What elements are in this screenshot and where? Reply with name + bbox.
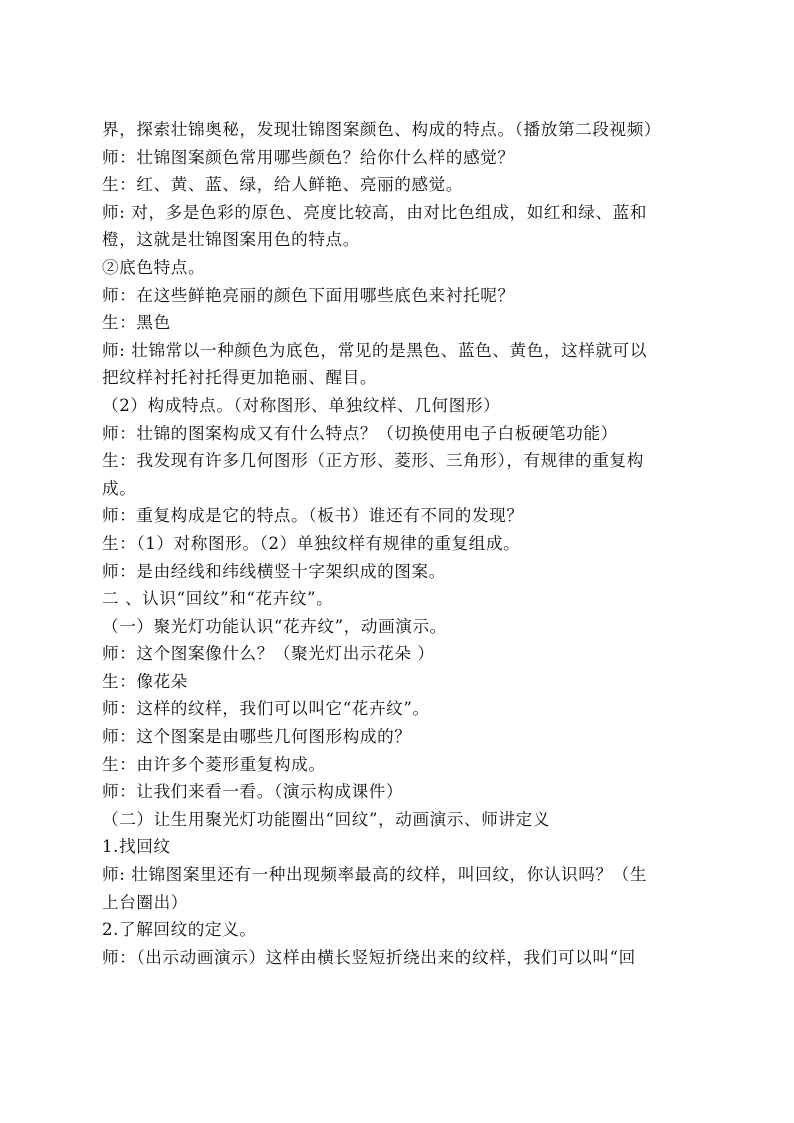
text-line: 师：壮锦的图案构成又有什么特点？（切换使用电子白板硬笔功能） (102, 423, 618, 443)
text-line: 生：我发现有许多几何图形（正方形、菱形、三角形），有规律的重复构 (102, 451, 644, 471)
text-line: 师: 对，多是色彩的原色、亮度比较高，由对比色组成，如红和绿、蓝和 (102, 202, 648, 222)
text-line: 2.了解回纹的定义。 (102, 920, 257, 940)
text-line: 界，探索壮锦奥秘，发现壮锦图案颜色、构成的特点。（播放第二段视频） (102, 120, 662, 139)
text-line: 生：由许多个菱形重复构成。 (102, 754, 326, 774)
document-body (102, 116, 702, 971)
text-line: 上台圈出） (102, 892, 188, 912)
text-line: 把纹样衬托衬托得更加艳丽、醒目。 (102, 368, 378, 388)
text-line: （一）聚光灯功能认识“花卉纹”，动画演示。 (102, 616, 447, 636)
text-line: 师：在这些鲜艳亮丽的颜色下面用哪些底色来衬托呢？ (102, 285, 515, 305)
text-line: 师：这样的纹样，我们可以叫它“花卉纹”。 (102, 699, 430, 719)
text-line: 生：红、黄、蓝、绿，给人鲜艳、亮丽的感觉。 (102, 175, 464, 195)
text-line: 成。 (102, 478, 137, 498)
text-line: 生：（1）对称图形。（2）单独纹样有规律的重复组成。 (102, 533, 521, 553)
text-line: 师：壮锦图案颜色常用哪些颜色？给你什么样的感觉？ (102, 147, 515, 167)
text-line: 生：黑色 (102, 313, 171, 333)
text-line: 师：（出示动画演示）这样由横长竖短折绕出来的纹样，我们可以叫“回 (102, 947, 636, 967)
text-line: 二 、认识“回纹”和“花卉纹”。 (102, 589, 334, 609)
text-line: 师：让我们来看一看。（演示构成课件） (102, 782, 404, 802)
text-line: ②底色特点。 (102, 257, 206, 277)
text-line: 1.找回纹 (102, 837, 171, 857)
text-line: 橙，这就是壮锦图案用色的特点。 (102, 230, 360, 250)
text-line: （二）让生用聚光灯功能圈出“回纹”，动画演示、师讲定义 (102, 809, 551, 829)
text-line: （2）构成特点。（对称图形、单独纹样、几何图形） (102, 395, 501, 415)
text-line: 师：是由经线和纬线横竖十字架织成的图案。 (102, 561, 446, 581)
text-line: 师: 壮锦图案里还有一种出现频率最高的纹样，叫回纹，你认识吗？（生 (102, 865, 648, 885)
text-line: 师: 壮锦常以一种颜色为底色，常见的是黑色、蓝色、黄色，这样就可以 (102, 340, 648, 360)
text-line: 师：这个图案像什么？（聚光灯出示花朵 ） (102, 644, 435, 664)
text-line: 师：重复构成是它的特点。（板书）谁还有不同的发现？ (102, 506, 524, 526)
text-line: 师：这个图案是由哪些几何图形构成的？ (102, 727, 412, 747)
text-line: 生：像花朵 (102, 671, 188, 691)
